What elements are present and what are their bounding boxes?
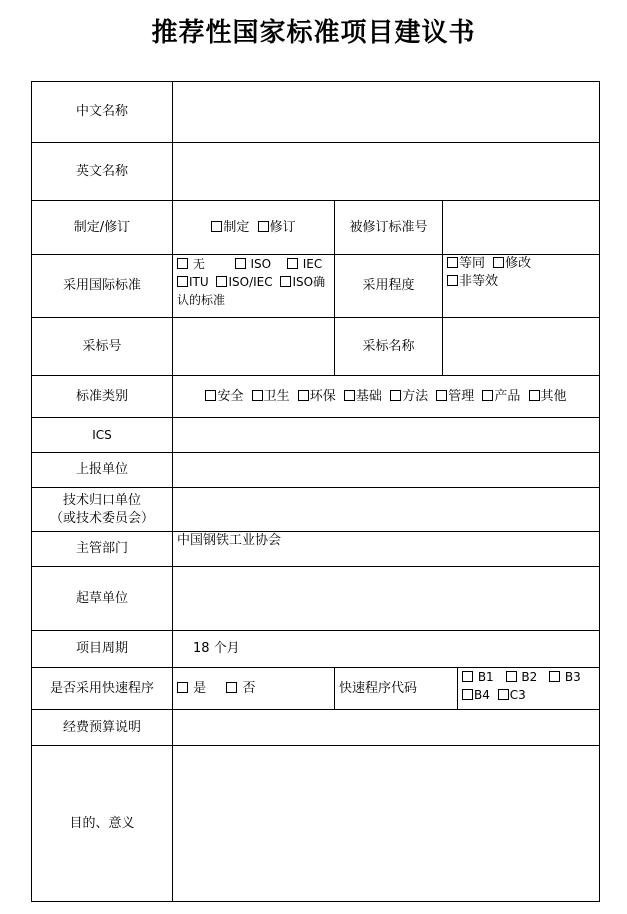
checkbox-icon [252,390,263,401]
row-std-no [32,318,600,376]
checkbox-icon [436,390,447,401]
option-environment[interactable]: 环保 [298,389,336,404]
cn-name-field[interactable] [173,82,600,143]
checkbox-icon [506,671,517,682]
option-none[interactable]: 无 [177,257,205,271]
authority-label: 主管部门 [32,532,173,567]
option-iso-confirm-cont: 认的标准 [177,293,226,307]
std-no-field[interactable] [173,318,335,376]
checkbox-icon [211,221,222,232]
revised-std-label: 被修订标准号 [335,201,443,255]
option-iso-iec[interactable]: ISO/IEC [216,275,272,289]
checkbox-icon [549,671,560,682]
ics-field[interactable] [173,418,600,453]
checkbox-icon [498,689,509,700]
budget-field[interactable] [173,710,600,746]
option-revise[interactable]: 修订 [258,220,296,235]
option-iec[interactable]: IEC [287,257,322,271]
report-unit-label: 上报单位 [32,453,173,488]
option-b4[interactable]: B4 [462,688,490,702]
row-authority [32,532,600,567]
fast-track-code-label: 快速程序代码 [335,668,458,710]
category-label: 标准类别 [32,376,173,418]
option-basic[interactable]: 基础 [344,389,382,404]
row-ics [32,418,600,453]
option-modified[interactable]: 修改 [493,256,531,271]
intl-std-label: 采用国际标准 [32,255,173,318]
period-field[interactable]: 18 个月 [173,631,600,668]
checkbox-icon [177,682,188,693]
option-yes[interactable]: 是 [177,681,206,696]
checkbox-icon [226,682,237,693]
row-tech-unit [32,488,600,532]
report-unit-field[interactable] [173,453,600,488]
ics-label: ICS [32,418,173,453]
option-management[interactable]: 管理 [436,389,474,404]
row-report-unit [32,453,600,488]
revised-std-field[interactable] [443,201,600,255]
option-product[interactable]: 产品 [482,389,520,404]
option-no[interactable]: 否 [226,681,255,696]
checkbox-icon [258,221,269,232]
fast-track-options [173,668,335,710]
checkbox-icon [493,257,504,268]
checkbox-icon [390,390,401,401]
option-method[interactable]: 方法 [390,389,428,404]
tech-unit-label-line1: 技术归口单位 [62,492,141,508]
checkbox-icon [205,390,216,401]
period-label: 项目周期 [32,631,173,668]
purpose-label: 目的、意义 [32,746,173,902]
budget-label: 经费预算说明 [32,710,173,746]
row-category [32,376,600,418]
checkbox-icon [462,671,473,682]
option-itu[interactable]: ITU [177,275,209,289]
row-draft-unit [32,567,600,631]
purpose-field[interactable] [173,746,600,902]
category-options [173,376,600,418]
option-non-equivalent[interactable]: 非等效 [447,274,498,289]
option-iso-confirm[interactable]: ISO确 [280,275,325,289]
option-health[interactable]: 卫生 [252,389,290,404]
tech-unit-field[interactable] [173,488,600,532]
degree-label: 采用程度 [335,255,443,318]
cn-name-label: 中文名称 [32,82,173,143]
en-name-field[interactable] [173,143,600,201]
checkbox-icon [447,257,458,268]
row-make-revise [32,201,600,255]
en-name-label: 英文名称 [32,143,173,201]
checkbox-icon [287,258,298,269]
checkbox-icon [177,276,188,287]
checkbox-icon [235,258,246,269]
fast-track-code-options [458,668,600,710]
tech-unit-label-line2: （或技术委员会） [49,510,154,526]
draft-unit-field[interactable] [173,567,600,631]
row-intl-std [32,255,600,318]
row-en-name [32,143,600,201]
option-other[interactable]: 其他 [529,389,567,404]
proposal-form-table [31,81,600,902]
checkbox-icon [216,276,227,287]
make-revise-label: 制定/修订 [32,201,173,255]
option-iso[interactable]: ISO [235,257,271,271]
std-name-label: 采标名称 [335,318,443,376]
row-fast-track [32,668,600,710]
checkbox-icon [298,390,309,401]
std-no-label: 采标号 [32,318,173,376]
row-purpose [32,746,600,902]
authority-field[interactable]: 中国钢铁工业协会 [173,532,600,567]
checkbox-icon [344,390,355,401]
draft-unit-label: 起草单位 [32,567,173,631]
row-period [32,631,600,668]
row-cn-name [32,82,600,143]
checkbox-icon [280,276,291,287]
checkbox-icon [177,258,188,269]
option-safety[interactable]: 安全 [205,389,243,404]
option-make[interactable]: 制定 [211,220,249,235]
checkbox-icon [447,275,458,286]
option-identical[interactable]: 等同 [447,256,485,271]
page-title: 推荐性国家标准项目建议书 [151,18,476,48]
option-b3[interactable]: B3 [549,670,581,684]
std-name-field[interactable] [443,318,600,376]
degree-options [443,255,600,318]
fast-track-label: 是否采用快速程序 [32,668,173,710]
checkbox-icon [529,390,540,401]
make-revise-options [173,201,335,255]
tech-unit-label [32,488,173,532]
option-c3[interactable]: C3 [498,688,526,702]
intl-std-options [173,255,335,318]
checkbox-icon [482,390,493,401]
checkbox-icon [462,689,473,700]
option-b2[interactable]: B2 [506,670,538,684]
option-b1[interactable]: B1 [462,670,494,684]
row-budget [32,710,600,746]
